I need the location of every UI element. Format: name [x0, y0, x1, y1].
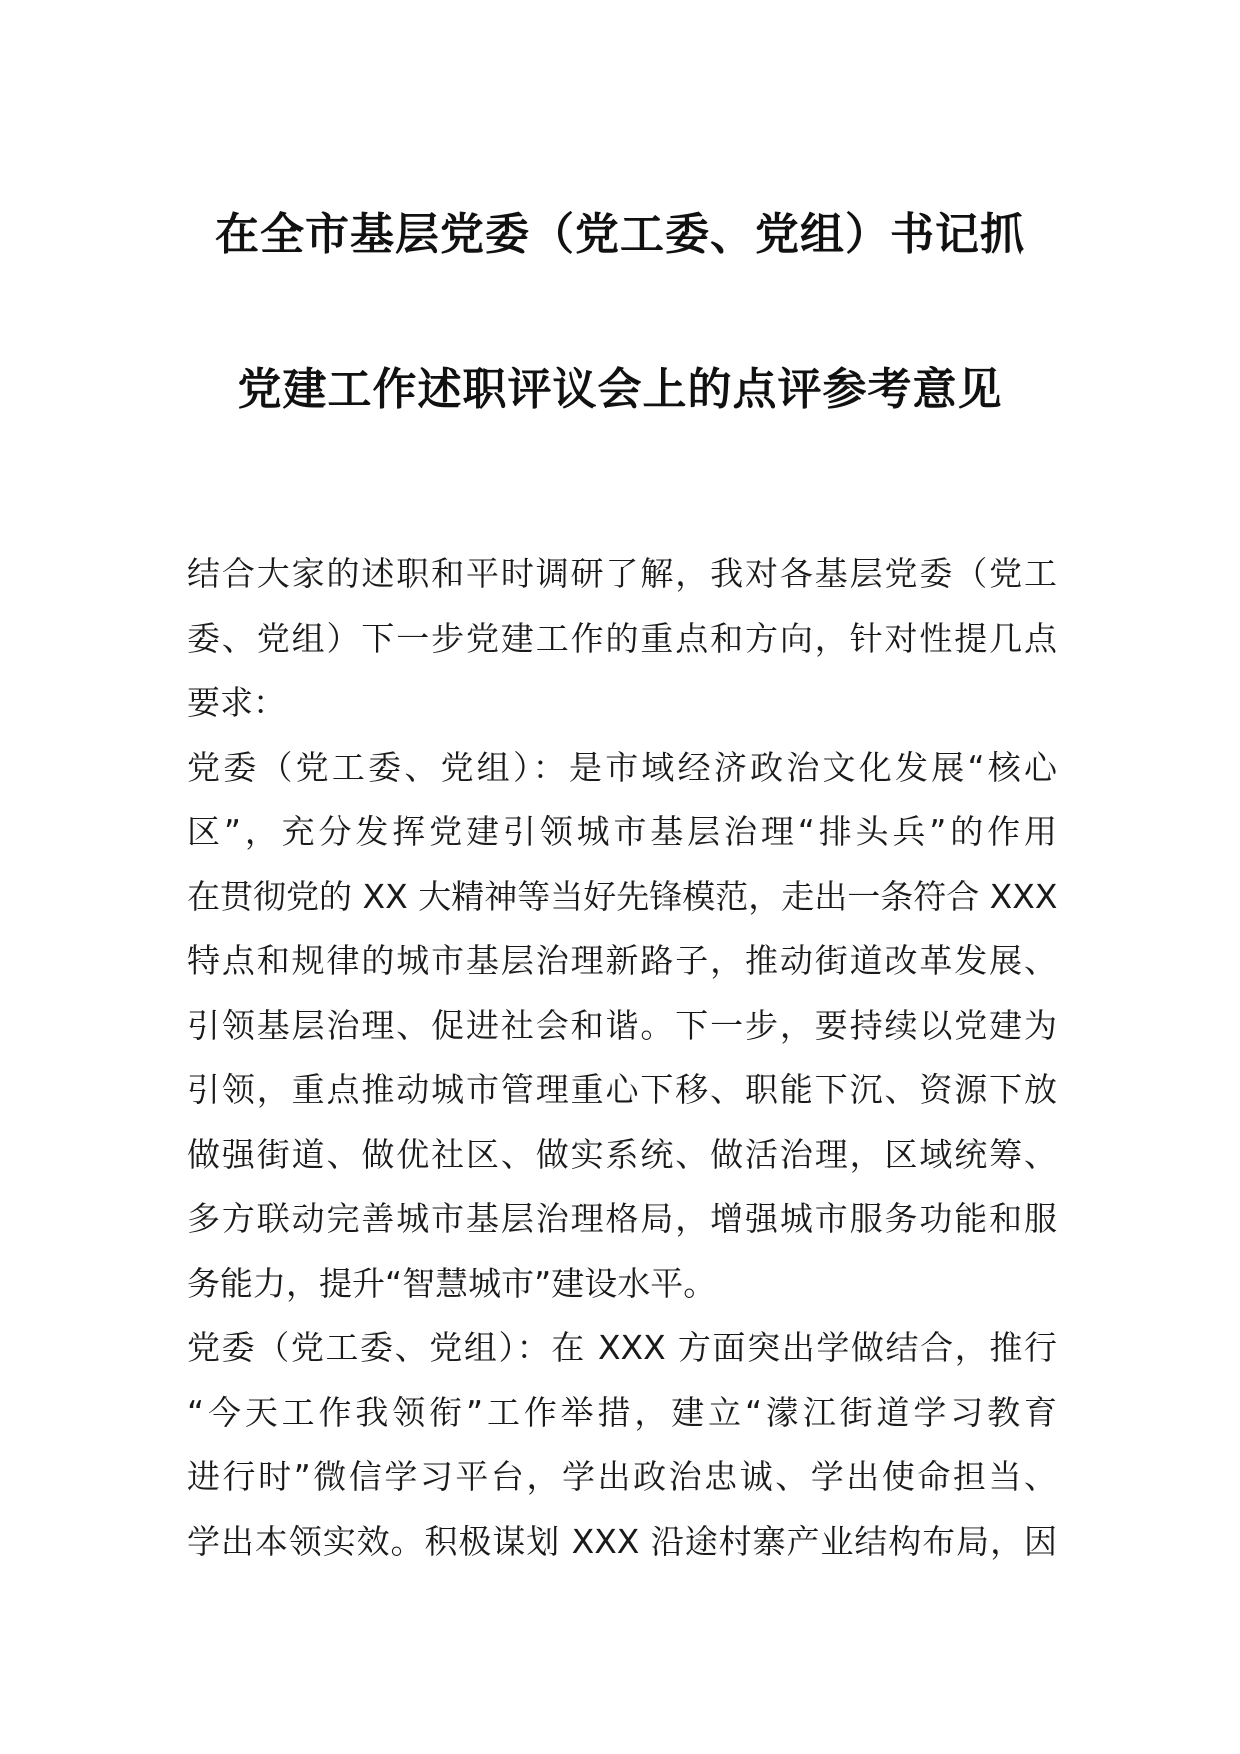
body-line: 要求： [187, 683, 286, 722]
body-line: 学出本领实效。积极谋划 XXX 沿途村寨产业结构布局，因 [187, 1521, 1057, 1561]
document-title-line-1: 在全市基层党委（党工委、党组）书记抓 [215, 209, 1025, 260]
document-body [187, 542, 1057, 1574]
body-line: 区”，充分发挥党建引领城市基层治理“排头兵”的作用 [187, 812, 1057, 851]
body-line: 结合大家的述职和平时调研了解，我对各基层党委（党工 [187, 554, 1057, 593]
body-line: 务能力，提升“智慧城市”建设水平。 [187, 1263, 717, 1303]
body-line: 在贯彻党的 XX 大精神等当好先锋模范，走出一条符合 XXX [187, 876, 1058, 916]
body-line: 引领基层治理、促进社会和谐。下一步，要持续以党建为 [187, 1005, 1057, 1045]
body-line: 特点和规律的城市基层治理新路子，推动街道改革发展、 [187, 941, 1057, 980]
document-title-line-2: 党建工作述职评议会上的点评参考意见 [237, 364, 1003, 415]
body-line: 进行时”微信学习平台，学出政治忠诚、学出使命担当、 [187, 1457, 1057, 1496]
body-line: 引领，重点推动城市管理重心下移、职能下沉、资源下放 [187, 1070, 1057, 1109]
body-line: “今天工作我领衔”工作举措，建立“濛江街道学习教育 [187, 1392, 1057, 1432]
body-line: 委、党组）下一步党建工作的重点和方向，针对性提几点 [187, 618, 1057, 658]
body-line: 党委（党工委、党组）：是市域经济政治文化发展“核心 [187, 747, 1057, 787]
body-line: 做强街道、做优社区、做实系统、做活治理，区域统筹、 [187, 1134, 1057, 1174]
body-line: 多方联动完善城市基层治理格局，增强城市服务功能和服 [187, 1199, 1057, 1238]
body-line: 党委（党工委、党组）：在 XXX 方面突出学做结合，推行 [187, 1328, 1057, 1367]
